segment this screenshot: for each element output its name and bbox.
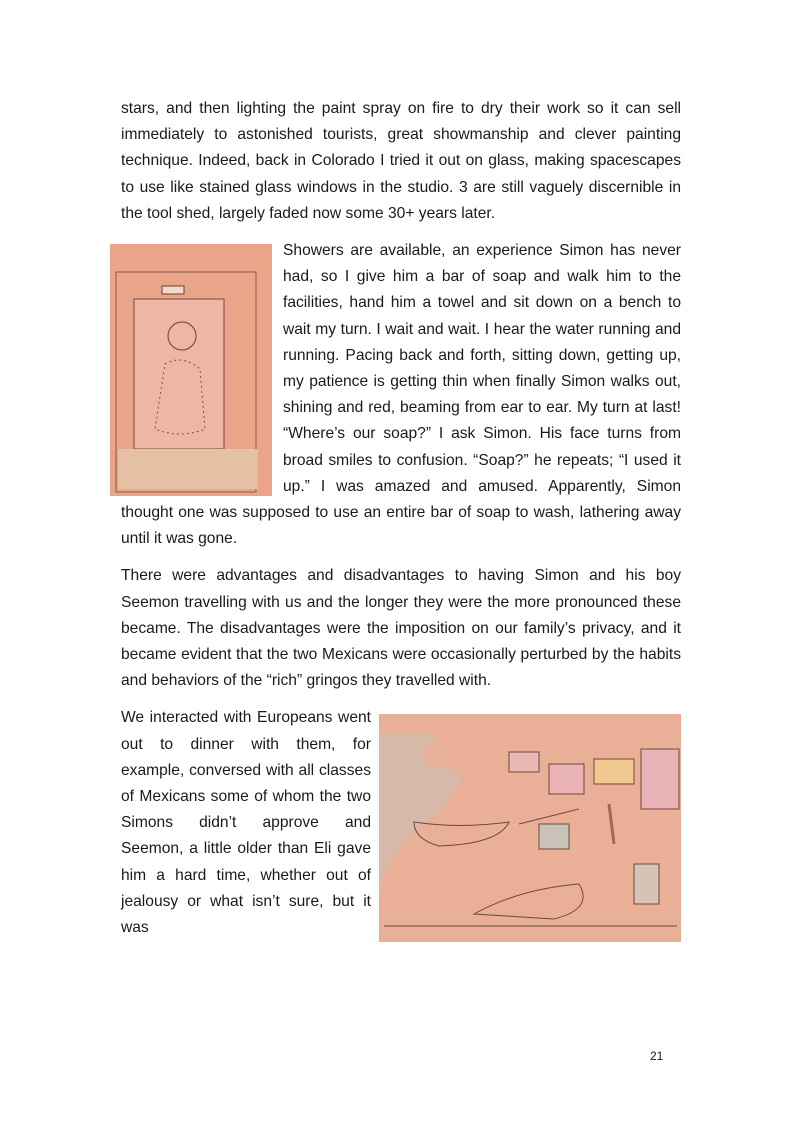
document-body — [121, 96, 681, 952]
paragraph: Showers are available, an experience Simon has never had, so I give him a bar of soap and walk him to the facilities, hand him a towel and sit down on a bench to wait my turn. I wait and wait. I hear the water running and running. Pacing back and forth, sitting down, getting up, my patience is getting thin when finally Simon walks out, shining and red, beaming from ear to ear. My turn at last! “Where’s our soap?” I ask Simon. His face turns from broad smiles to confusion. “Soap?” he repeats; “I used it up.” I was amazed and amused. Apparently, Simon thought one was supposed to use an entire bar of soap to wash, lathering away until it was gone. — [121, 242, 681, 548]
paragraph: stars, and then lighting the paint spray on fire to dry their work so it can sell immediately to astonished tourists, great showmanship and clever painting technique. Indeed, back in Colorado I tried it out on glass, making spacescapes to use like stained glass windows in the studio. 3 are still vaguely discernible in the tool shed, largely faded now some 30+ years later. — [121, 100, 681, 222]
beach-drawing-image — [379, 714, 681, 942]
shower-drawing-image — [110, 244, 272, 496]
paragraph: We interacted with Europeans went out to dinner with them, for example, conversed with all classes of Mexicans some of whom the two Simons didn’t approve and Seemon, a little older than Eli gave him a hard time, whether out of jealousy or what isn’t sure, but it was — [121, 709, 371, 937]
page-number: 21 — [650, 1049, 664, 1063]
paragraph: There were advantages and disadvantages to having Simon and his boy Seemon travelling with us and the longer they were the more pronounced these became. The disadvantages were the imposition on our family’s privacy, and it became evident that the two Mexicans were occasionally perturbed by the habits and behaviors of the “rich” gringos they travelled with. — [121, 567, 681, 690]
